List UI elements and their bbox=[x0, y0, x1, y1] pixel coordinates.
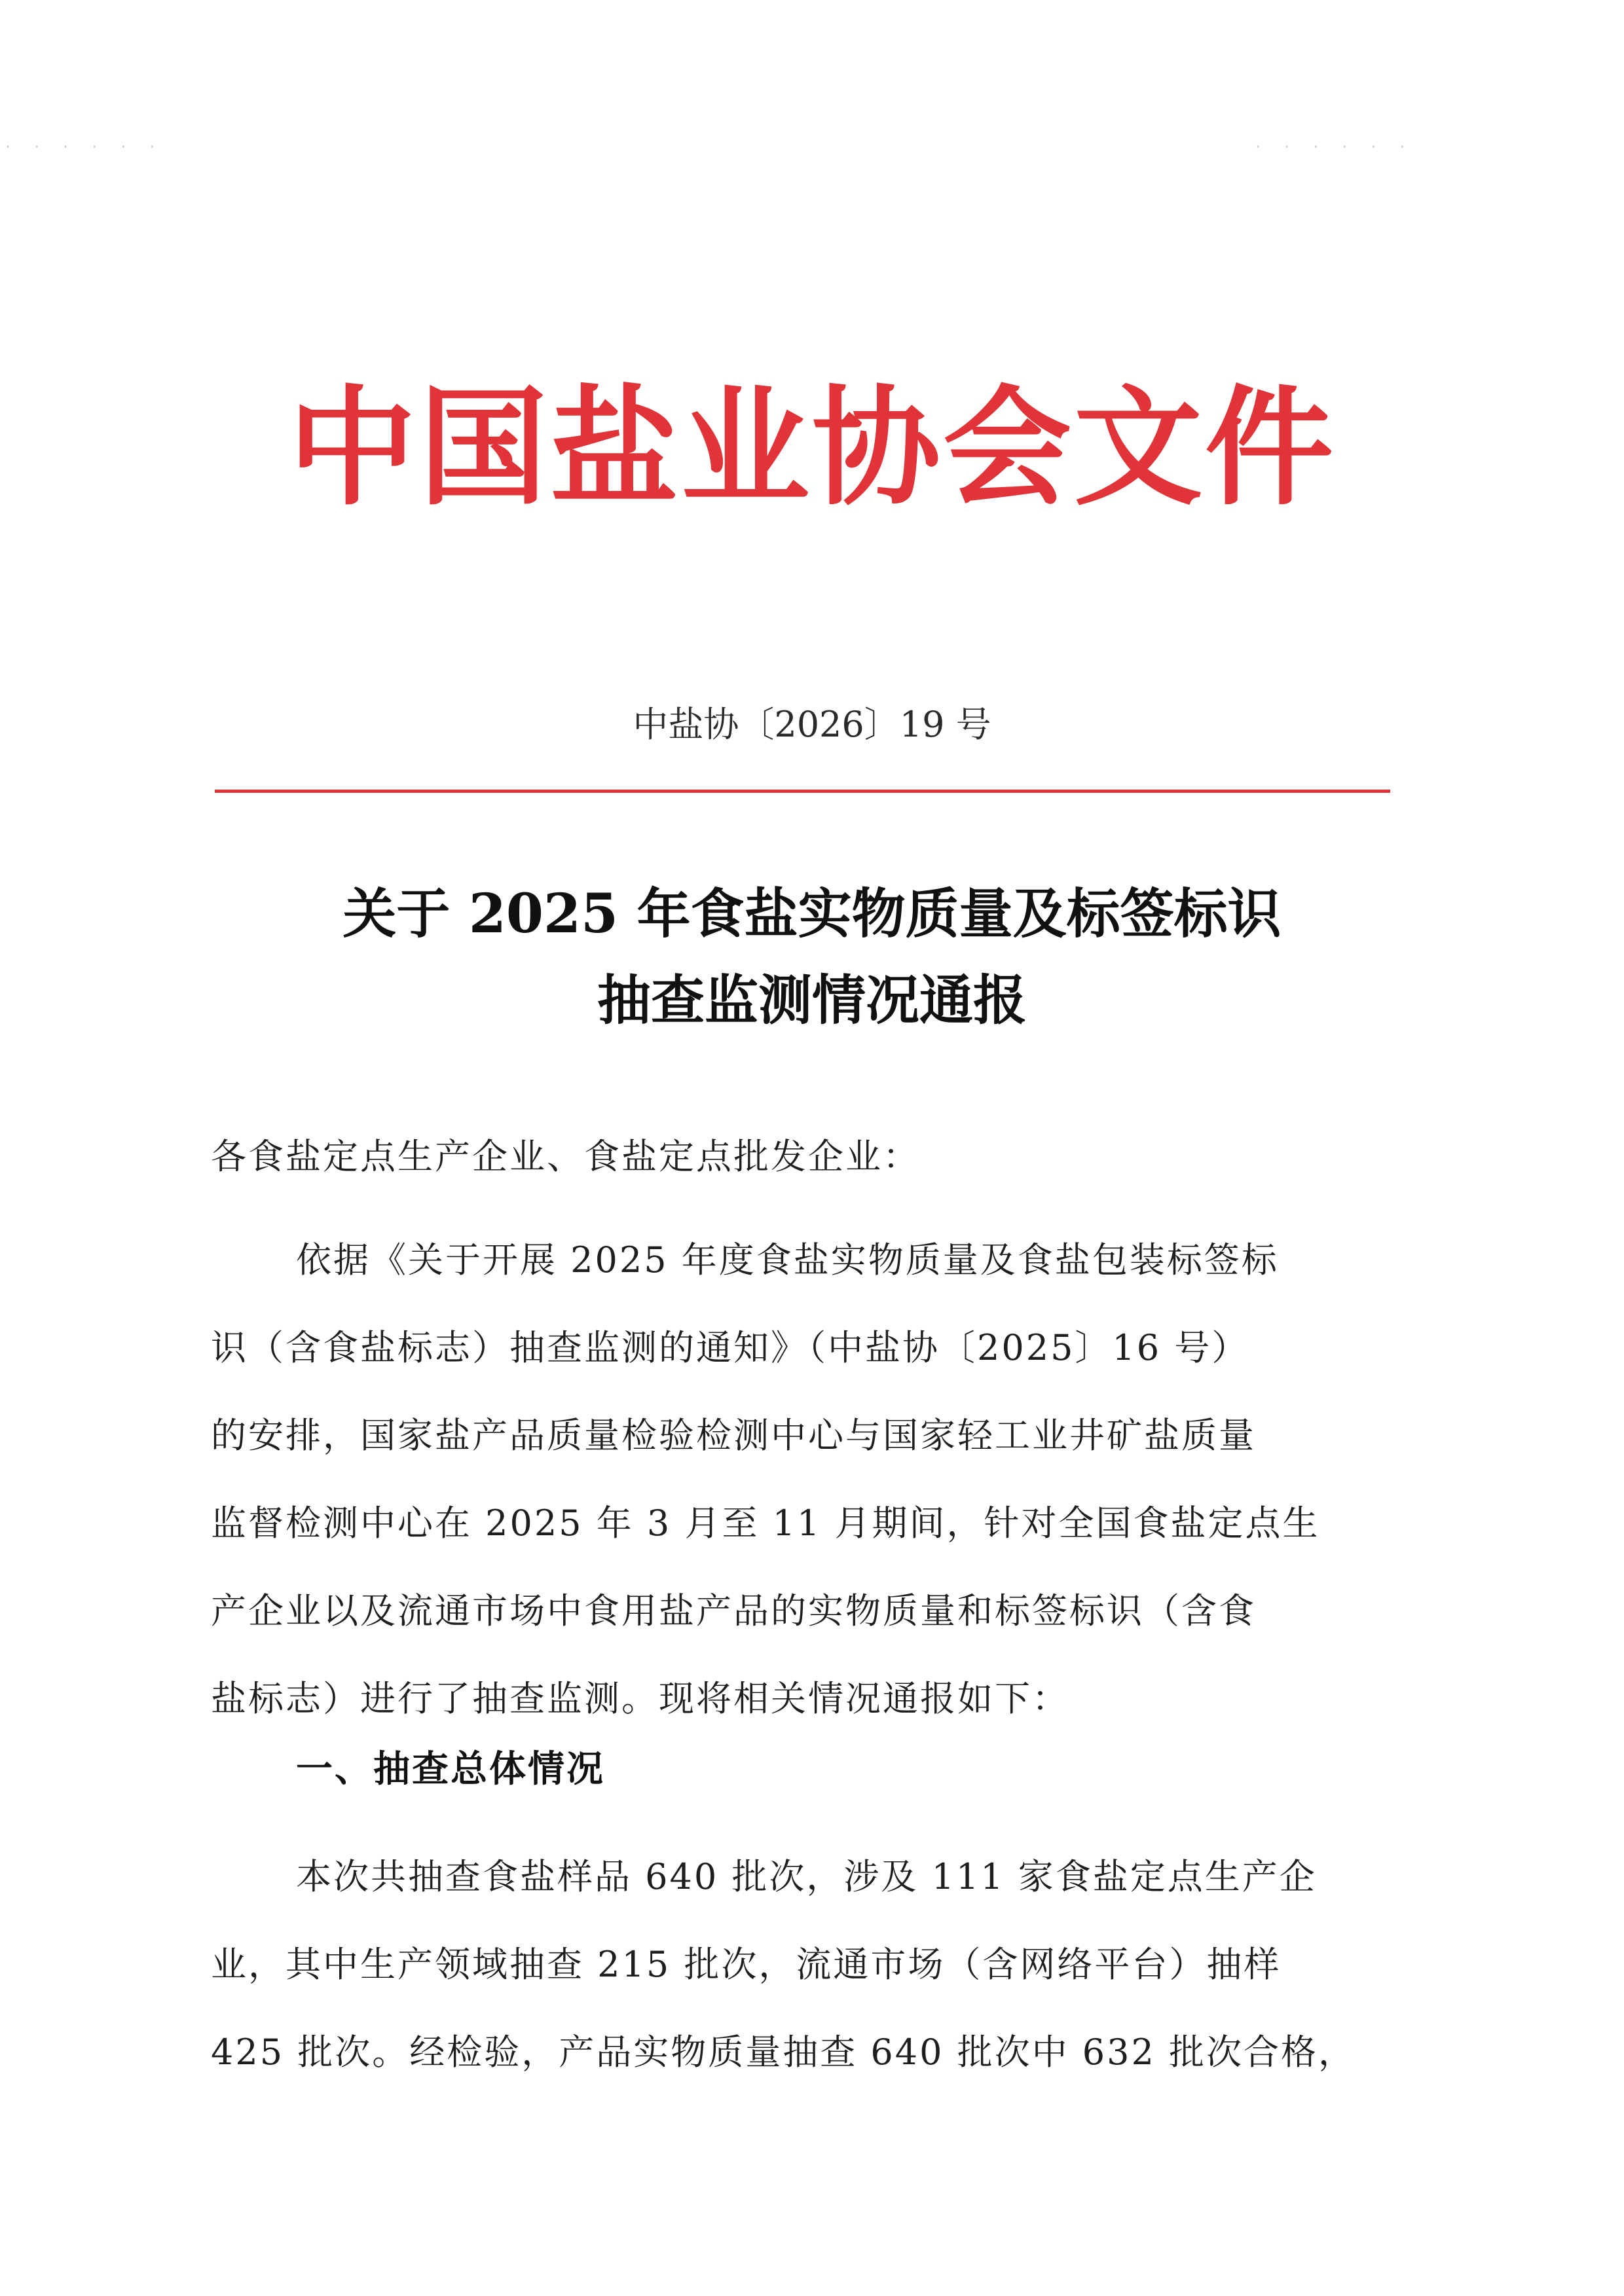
title-line: 关于 2025 年食盐实物质量及标签标识 bbox=[342, 883, 1282, 945]
paragraph-line: 的安排，国家盐产品质量检验检测中心与国家轻工业井矿盐质量 bbox=[211, 1415, 1256, 1456]
paragraph-line: 识（含食盐标志）抽查监测的通知》（中盐协〔2025〕16 号） bbox=[211, 1327, 1249, 1368]
scan-artifact-dots-right: · · · · · · bbox=[1254, 139, 1413, 155]
paragraph-line: 产企业以及流通市场中食用盐产品的实物质量和标签标识（含食 bbox=[211, 1590, 1256, 1631]
paragraph-basis bbox=[211, 1216, 1442, 1743]
paragraph-line: 监督检测中心在 2025 年 3 月至 11 月期间，针对全国食盐定点生 bbox=[211, 1503, 1320, 1544]
title-line: 抽查监测情况通报 bbox=[597, 969, 1027, 1032]
document-number: 中盐协〔2026〕19 号 bbox=[633, 704, 991, 745]
paragraph-line: 依据《关于开展 2025 年度食盐实物质量及食盐包装标签标 bbox=[296, 1239, 1279, 1281]
paragraph-line: 本次共抽查食盐样品 640 批次，涉及 111 家食盐定点生产企 bbox=[296, 1856, 1317, 1897]
salutation: 各食盐定点生产企业、食盐定点批发企业： bbox=[211, 1136, 920, 1177]
red-separator-rule bbox=[215, 790, 1390, 793]
document-masthead: 中国盐业协会文件 bbox=[287, 374, 1336, 523]
scan-artifact-dots-left: · · · · · · bbox=[4, 139, 163, 155]
paragraph-line: 业，其中生产领域抽查 215 批次，流通市场（含网络平台）抽样 bbox=[211, 1944, 1282, 1985]
paragraph-line: 425 批次。经检验，产品实物质量抽查 640 批次中 632 批次合格， bbox=[211, 2032, 1356, 2073]
paragraph-line: 盐标志）进行了抽查监测。现将相关情况通报如下： bbox=[211, 1678, 1069, 1719]
paragraph-overview bbox=[211, 1833, 1442, 2096]
document-title bbox=[0, 871, 1624, 1044]
section-heading: 一、抽查总体情况 bbox=[296, 1748, 605, 1791]
